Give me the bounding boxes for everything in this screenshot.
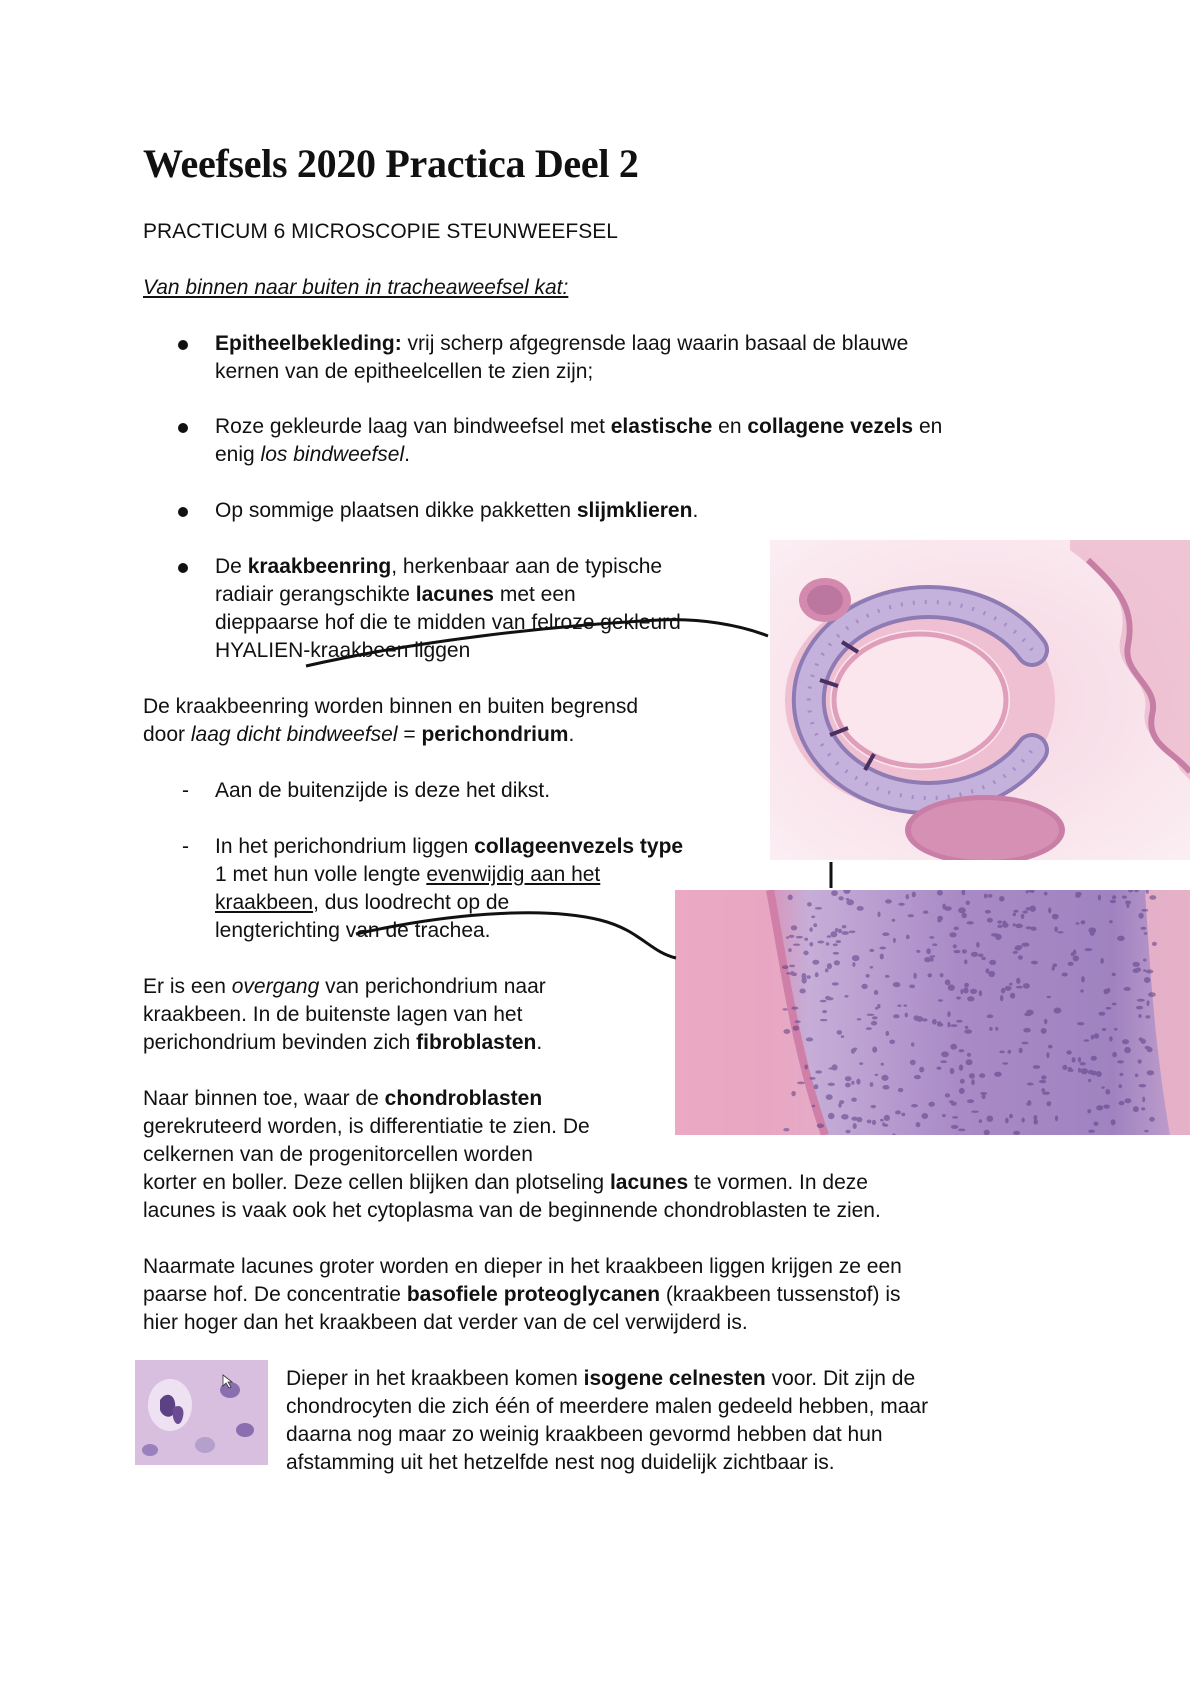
dash-buitenzijde: Aan de buitenzijde is deze het dikst. (215, 779, 551, 802)
chondroblasten-line3: celkernen van de progenitorcellen worden (143, 1143, 533, 1166)
document-title: Weefsels 2020 Practica Deel 2 (143, 141, 639, 186)
dash-collageen-line1: In het perichondrium liggen collageenvezels type (215, 835, 684, 858)
section-heading: PRACTICUM 6 MICROSCOPIE STEUNWEEFSEL (143, 220, 618, 243)
chondroblasten-line5: lacunes is vaak ook het cytoplasma van de beginnende chondroblasten te zien. (143, 1199, 881, 1222)
bullet-kraakbeenring-line1: De kraakbeenring, herkenbaar aan de typische (215, 555, 663, 578)
bullet-epitheel-line2: kernen van de epitheelcellen te zien zijn; (215, 360, 594, 383)
bullet-bindweefsel-line2: enig los bindweefsel. (215, 443, 410, 466)
lacunes-line3: hier hoger dan het kraakbeen dat verder van de cel verwijderd is. (143, 1311, 748, 1334)
isogene-line4: afstamming uit het hetzelfde nest nog duidelijk zichtbaar is. (286, 1451, 835, 1474)
dash-marker: - (182, 779, 189, 802)
isogene-line3: daarna nog maar zo weinig kraakbeen gevormd hebben dat hun (286, 1423, 883, 1446)
isogene-line1: Dieper in het kraakbeen komen isogene celnesten voor. Dit zijn de (286, 1367, 916, 1390)
bullet-epitheel-line1: Epitheelbekleding: vrij scherp afgegrensde laag waarin basaal de blauwe (215, 332, 909, 355)
chondroblasten-line4: korter en boller. Deze cellen blijken dan plotseling lacunes te vormen. In deze (143, 1171, 868, 1194)
bullet-bindweefsel-line1: Roze gekleurde laag van bindweefsel met elastische en collagene vezels en (215, 415, 943, 438)
intro-text: Van binnen naar buiten in tracheaweefsel kat: (143, 276, 569, 299)
overgang-line1: Er is een overgang van perichondrium naar (143, 975, 546, 998)
bullet-kraakbeenring-line3: dieppaarse hof die te midden van felroze gekleurd (215, 611, 681, 634)
dash-collageen-line3: kraakbeen, dus loodrecht op de (215, 891, 510, 914)
chondroblasten-line1: Naar binnen toe, waar de chondroblasten (143, 1087, 543, 1110)
dash-collageen-line2: 1 met hun volle lengte evenwijdig aan het (215, 863, 601, 886)
isogene-line2: chondrocyten die zich één of meerdere malen gedeeld hebben, maar (286, 1395, 929, 1418)
bullet-kraakbeenring-line2: radiair gerangschikte lacunes met een (215, 583, 576, 606)
lacunes-line1: Naarmate lacunes groter worden en dieper in het kraakbeen liggen krijgen ze een (143, 1255, 902, 1278)
chondroblasten-line2: gerekruteerd worden, is differentiatie te zien. De (143, 1115, 590, 1138)
bullet-kraakbeenring-line4: HYALIEN-kraakbeen liggen (215, 639, 471, 662)
perichondrium-line2: door laag dicht bindweefsel = perichondrium. (143, 723, 575, 746)
overgang-line3: perichondrium bevinden zich fibroblasten. (143, 1031, 543, 1054)
bullet-slijmklieren: Op sommige plaatsen dikke pakketten slijmklieren. (215, 499, 699, 522)
overgang-line2: kraakbeen. In de buitenste lagen van het (143, 1003, 523, 1026)
lacunes-line2: paarse hof. De concentratie basofiele proteoglycanen (kraakbeen tussenstof) is (143, 1283, 901, 1306)
perichondrium-line1: De kraakbeenring worden binnen en buiten begrensd (143, 695, 639, 718)
dash-marker: - (182, 835, 189, 858)
dash-collageen-line4: lengterichting van de trachea. (215, 919, 491, 942)
